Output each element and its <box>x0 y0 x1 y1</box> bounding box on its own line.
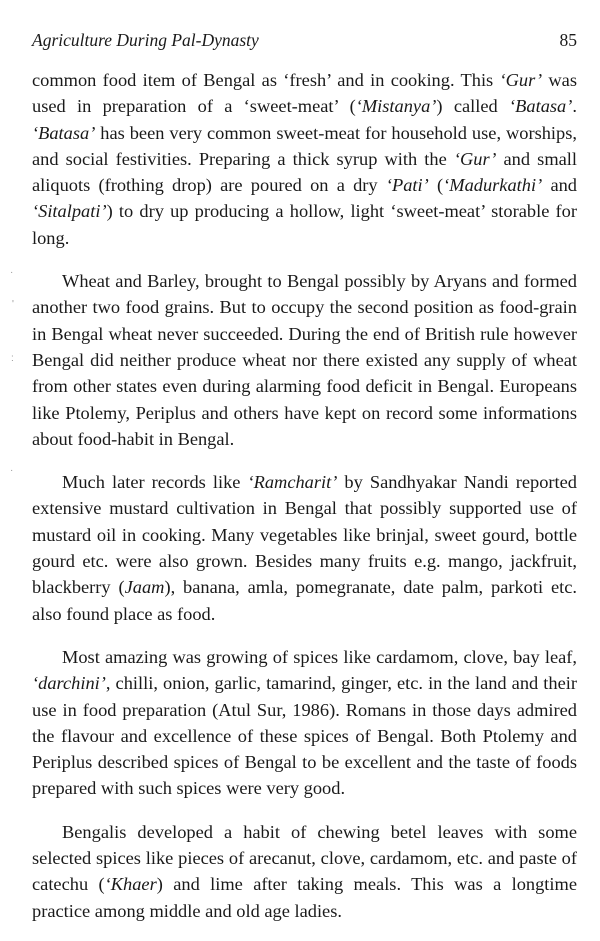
text-run: Wheat and Barley, brought to Bengal possibly by Aryans and formed another two food grains. But to occupy the second position as food-grain in Bengal wheat never succeeded. During the end of British rule however Bengal did neither produce wheat nor there existed any supply of wheat from other states even during alarming food deficit in Bengal. Europeans like Ptolemy, Periplus and others have kept on record some informations about food-habit in Bengal. <box>32 271 577 449</box>
text-run: and <box>542 175 577 196</box>
margin-mark: : <box>11 353 14 364</box>
italic-term: ‘Ramcharit’ <box>247 472 338 493</box>
margin-mark: · <box>10 267 14 278</box>
paragraph-1 <box>32 67 577 251</box>
paragraph-3 <box>32 469 577 627</box>
text-run: Much later records like <box>62 472 248 493</box>
paragraph-4 <box>32 644 577 802</box>
italic-term: ‘Pati’ <box>385 175 429 196</box>
italic-term: ‘Khaer <box>104 874 157 895</box>
margin-mark: · <box>10 465 14 476</box>
text-run: . <box>572 96 577 117</box>
italic-term: Jaam <box>124 577 165 598</box>
text-run: , chilli, onion, garlic, tamarind, ginger, etc. in the land and their use in food preparation (Atul Sur, 1986). Romans in those days admired the flavour and excellence of these spices of Bengal. Both Ptolemy and Periplus described spices of Bengal to be excellent and the taste of foods prepared with such spices were very good. <box>32 673 577 799</box>
text-run: by Sandhyakar Nandi reported extensive mustard cultivation in Bengal that possibly supported use of mustard oil in cooking. Many vegetables like brinjal, sweet gourd, bottle gourd etc. were also grown. Besides many fruits e.g. mango, jackfruit, blackberry ( <box>32 472 577 598</box>
text-run: has been very common sweet-meat for household use, worships, and social festivities. Preparing a thick syrup with the <box>32 122 577 169</box>
text-run: was used in preparation of a ‘sweet-meat’ ( <box>32 70 577 117</box>
text-run: ) called <box>436 96 510 117</box>
italic-term: ‘Sitalpati’ <box>32 201 107 222</box>
text-run: Most amazing was growing of spices like cardamom, clove, bay leaf, <box>62 646 577 667</box>
italic-term: ‘Mistanya’ <box>355 96 437 117</box>
italic-term: ‘Madurkathi’ <box>443 175 543 196</box>
italic-term: ‘darchini’ <box>32 673 106 694</box>
text-run: ) to dry up producing a hollow, light ‘sweet-meat’ storable for long. <box>32 201 577 248</box>
italic-term: ‘Gur’ <box>453 148 497 169</box>
italic-term: ‘Batasa’ <box>509 96 573 117</box>
italic-term: ‘Gur’ <box>499 70 543 90</box>
text-run: Bengalis developed a habit of chewing betel leaves with some selected spices like pieces of arecanut, clove, cardamom, etc. and paste of catechu ( <box>32 821 577 895</box>
running-title: Agriculture During Pal-Dynasty <box>32 30 259 50</box>
text-run: ), banana, amla, pomegranate, date palm, parkoti etc. also found place as food. <box>32 577 577 624</box>
paragraph-5 <box>32 819 577 924</box>
italic-term: ‘Batasa’ <box>32 122 96 143</box>
text-run: common food item of Bengal as ‘fresh’ and in cooking. This <box>32 70 500 90</box>
margin-mark: ' <box>12 299 14 310</box>
text-run: ) and lime after taking meals. This was a longtime practice among middle and old age ladies. <box>32 874 577 921</box>
page-number: 85 <box>559 30 577 50</box>
paragraph-2 <box>32 268 577 452</box>
running-header <box>32 30 577 51</box>
text-run: ( <box>428 175 444 196</box>
text-run: and small aliquots (frothing drop) are poured on a dry <box>32 148 577 196</box>
book-page <box>32 30 577 941</box>
